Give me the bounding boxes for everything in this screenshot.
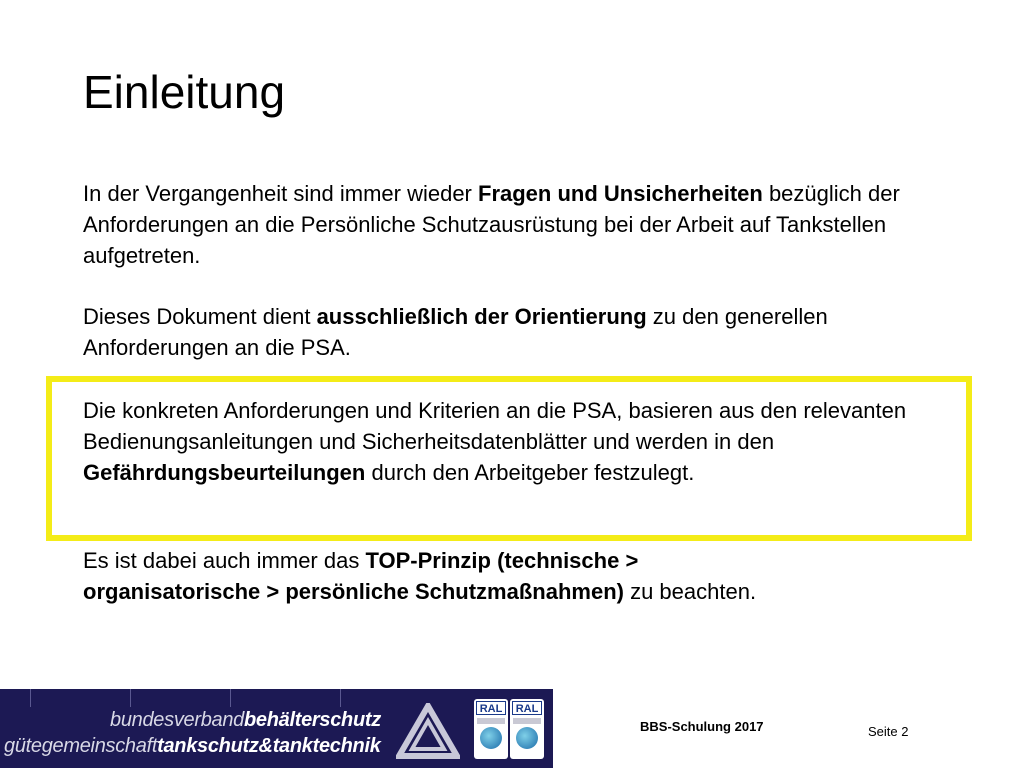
ral-quality-badge-icon <box>474 699 508 759</box>
paragraph-4-part-3: zu beachten. <box>623 579 757 604</box>
paragraph-4-part-1: Es ist dabei auch immer das <box>83 548 366 573</box>
paragraph-3-emphasis: Gefährdungsbeurteilungen <box>83 460 366 485</box>
ral-badge-strip <box>477 718 505 724</box>
paragraph-3-part-3: durch den Arbeitgeber festzulegt. <box>365 460 695 485</box>
association-name-bold: behälterschutz <box>244 709 381 731</box>
ral-badge-label: RAL <box>512 701 542 715</box>
association-name-bold: tankschutz&tanktechnik <box>157 735 381 757</box>
paragraph-4-emphasis: TOP-Prinzip (technische > organisatorische > persönliche Schutzmaßnahmen) <box>83 548 639 604</box>
page-number: Seite 2 <box>868 724 909 739</box>
paragraph-1-part-3: bezüglich der Anforderungen an die Persönliche Schutzausrüstung bei der Arbeit auf Tankstellen aufgetreten. <box>83 181 900 268</box>
triangle-logo-icon <box>396 703 460 759</box>
ral-badge-strip <box>513 718 541 724</box>
ral-badge-emblem <box>516 727 538 749</box>
association-name-line1 <box>110 709 381 732</box>
footer-event-label: BBS-Schulung 2017 <box>640 719 764 734</box>
decorative-stripe <box>30 689 31 707</box>
association-name-line2 <box>4 735 381 758</box>
paragraph-2 <box>83 301 963 363</box>
paragraph-2-part-3: zu den generellen Anforderungen an die PSA. <box>83 304 828 360</box>
slide-title: Einleitung <box>83 66 286 118</box>
ral-badge-emblem <box>480 727 502 749</box>
paragraph-4 <box>83 545 783 607</box>
ral-quality-badge-icon <box>510 699 544 759</box>
paragraph-3-part-1: Die konkreten Anforderungen und Kriterien an die PSA, basieren aus den relevanten Bedienungsanleitungen und Sicherheitsdatenblätter und werden in den <box>83 398 907 454</box>
footer-logo-bar <box>0 689 553 768</box>
decorative-stripe <box>130 689 131 707</box>
paragraph-3 <box>83 395 923 488</box>
association-name-regular: gütegemeinschaft <box>4 735 158 757</box>
paragraph-2-part-1: Dieses Dokument dient <box>83 304 317 329</box>
paragraph-1-part-1: In der Vergangenheit sind immer wieder <box>83 181 478 206</box>
decorative-stripe <box>340 689 341 707</box>
ral-badge-label: RAL <box>476 701 506 715</box>
paragraph-1 <box>83 178 963 271</box>
paragraph-2-emphasis: ausschließlich der Orientierung <box>316 304 647 329</box>
association-name-regular: bundesverband <box>110 709 244 731</box>
paragraph-1-emphasis: Fragen und Unsicherheiten <box>478 181 763 206</box>
decorative-stripe <box>230 689 231 707</box>
